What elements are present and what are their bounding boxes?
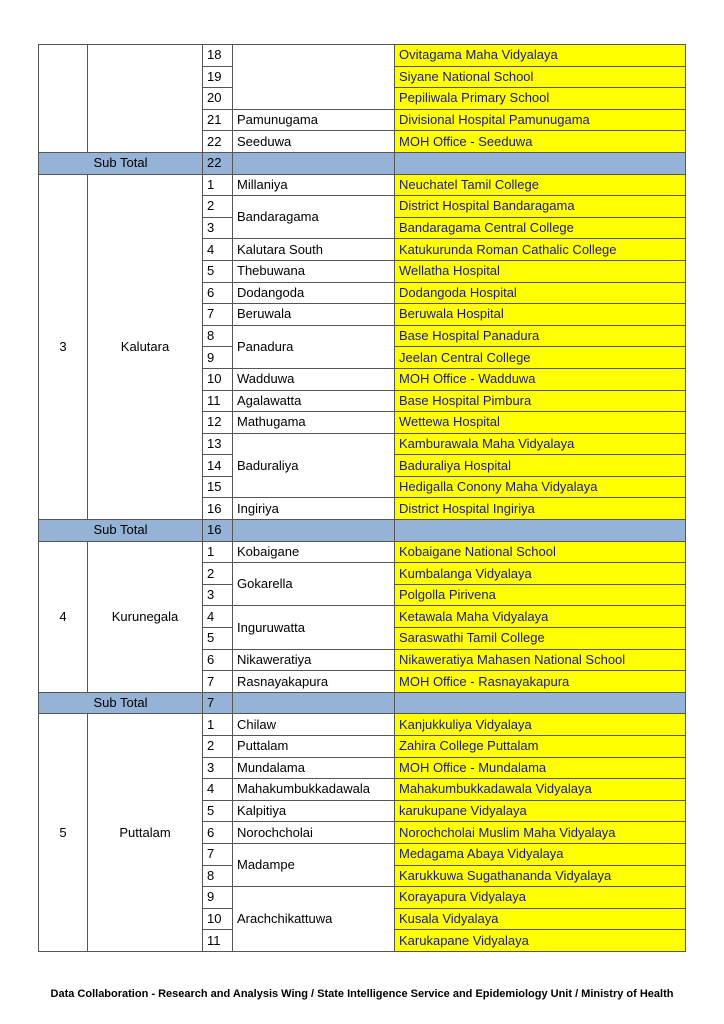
vaccination-center: Ovitagama Maha Vidyalaya <box>395 45 686 67</box>
district-name: Puttalam <box>88 714 203 952</box>
vaccination-center: Kumbalanga Vidyalaya <box>395 563 686 585</box>
row-index: 4 <box>203 606 233 628</box>
row-index: 7 <box>203 304 233 326</box>
vaccination-center: karukupane Vidyalaya <box>395 800 686 822</box>
row-index: 6 <box>203 282 233 304</box>
row-index: 5 <box>203 800 233 822</box>
row-index: 11 <box>203 390 233 412</box>
moh-area: Chilaw <box>233 714 395 736</box>
vaccination-center: Norochcholai Muslim Maha Vidyalaya <box>395 822 686 844</box>
row-index: 3 <box>203 217 233 239</box>
moh-area: Beruwala <box>233 304 395 326</box>
row-index: 9 <box>203 347 233 369</box>
moh-area: Kalutara South <box>233 239 395 261</box>
page-footer: Data Collaboration - Research and Analysis Wing / State Intelligence Service and Epidemiology Unit / Ministry of Health <box>50 988 674 1000</box>
vaccination-center: Beruwala Hospital <box>395 304 686 326</box>
district-number <box>39 45 88 153</box>
district-name: Kalutara <box>88 174 203 520</box>
vaccination-center: District Hospital Ingiriya <box>395 498 686 520</box>
moh-area: Nikaweratiya <box>233 649 395 671</box>
row-index: 4 <box>203 779 233 801</box>
vaccination-center: Wettewa Hospital <box>395 412 686 434</box>
subtotal-empty-cell <box>233 692 395 714</box>
vaccination-center: Pepiliwala Primary School <box>395 88 686 110</box>
row-index: 2 <box>203 736 233 758</box>
vaccination-center: Mahakumbukkadawala Vidyalaya <box>395 779 686 801</box>
row-index: 6 <box>203 649 233 671</box>
vaccination-center: Base Hospital Panadura <box>395 325 686 347</box>
moh-area: Arachchikattuwa <box>233 887 395 952</box>
moh-area: Gokarella <box>233 563 395 606</box>
vaccination-center: Baduraliya Hospital <box>395 455 686 477</box>
subtotal-empty-cell <box>395 692 686 714</box>
table-row <box>39 714 686 736</box>
district-name <box>88 45 203 153</box>
table-row <box>39 45 686 67</box>
district-number: 4 <box>39 541 88 692</box>
row-index: 22 <box>203 131 233 153</box>
row-index: 4 <box>203 239 233 261</box>
subtotal-label: Sub Total <box>39 152 203 174</box>
vaccination-center: Kobaigane National School <box>395 541 686 563</box>
moh-area: Baduraliya <box>233 433 395 498</box>
moh-area: Inguruwatta <box>233 606 395 649</box>
vaccination-center: Kamburawala Maha Vidyalaya <box>395 433 686 455</box>
row-index: 2 <box>203 196 233 218</box>
subtotal-empty-cell <box>395 520 686 542</box>
vaccination-center: Kanjukkuliya Vidyalaya <box>395 714 686 736</box>
row-index: 7 <box>203 843 233 865</box>
district-number: 3 <box>39 174 88 520</box>
vaccination-center: Karukkuwa Sugathananda Vidyalaya <box>395 865 686 887</box>
moh-area: Ingiriya <box>233 498 395 520</box>
vaccination-center: Karukapane Vidyalaya <box>395 930 686 952</box>
moh-area: Mathugama <box>233 412 395 434</box>
row-index: 6 <box>203 822 233 844</box>
district-name: Kurunegala <box>88 541 203 692</box>
vaccination-center: MOH Office - Seeduwa <box>395 131 686 153</box>
row-index: 8 <box>203 325 233 347</box>
row-index: 19 <box>203 66 233 88</box>
moh-area: Puttalam <box>233 736 395 758</box>
moh-area: Seeduwa <box>233 131 395 153</box>
row-index: 7 <box>203 671 233 693</box>
vaccination-center: Wellatha Hospital <box>395 260 686 282</box>
subtotal-empty-cell <box>233 152 395 174</box>
vaccination-center: Hedigalla Conony Maha Vidyalaya <box>395 476 686 498</box>
row-index: 1 <box>203 174 233 196</box>
vaccination-center: Siyane National School <box>395 66 686 88</box>
vaccination-center: Bandaragama Central College <box>395 217 686 239</box>
moh-area: Thebuwana <box>233 260 395 282</box>
row-index: 5 <box>203 260 233 282</box>
row-index: 10 <box>203 368 233 390</box>
vaccination-center: Dodangoda Hospital <box>395 282 686 304</box>
vaccination-center: Base Hospital Pimbura <box>395 390 686 412</box>
moh-area: Rasnayakapura <box>233 671 395 693</box>
moh-area: Agalawatta <box>233 390 395 412</box>
vaccination-center: Ketawala Maha Vidyalaya <box>395 606 686 628</box>
moh-area: Kobaigane <box>233 541 395 563</box>
row-index: 11 <box>203 930 233 952</box>
moh-area: Panadura <box>233 325 395 368</box>
moh-area: Mundalama <box>233 757 395 779</box>
table-row <box>39 174 686 196</box>
row-index: 1 <box>203 541 233 563</box>
row-index: 3 <box>203 584 233 606</box>
vaccination-center: MOH Office - Mundalama <box>395 757 686 779</box>
vaccination-center: Katukurunda Roman Cathalic College <box>395 239 686 261</box>
vaccination-center: Nikaweratiya Mahasen National School <box>395 649 686 671</box>
row-index: 8 <box>203 865 233 887</box>
row-index: 13 <box>203 433 233 455</box>
table-body <box>39 45 686 952</box>
moh-area: Kalpitiya <box>233 800 395 822</box>
row-index: 16 <box>203 498 233 520</box>
vaccination-center: Saraswathi Tamil College <box>395 628 686 650</box>
row-index: 1 <box>203 714 233 736</box>
vaccination-center: Medagama Abaya Vidyalaya <box>395 843 686 865</box>
row-index: 9 <box>203 887 233 909</box>
subtotal-value: 16 <box>203 520 233 542</box>
row-index: 5 <box>203 628 233 650</box>
vaccination-center: District Hospital Bandaragama <box>395 196 686 218</box>
moh-area: Madampe <box>233 843 395 886</box>
subtotal-label: Sub Total <box>39 520 203 542</box>
vaccination-center: MOH Office - Rasnayakapura <box>395 671 686 693</box>
row-index: 20 <box>203 88 233 110</box>
district-number: 5 <box>39 714 88 952</box>
subtotal-value: 7 <box>203 692 233 714</box>
moh-area <box>233 45 395 110</box>
moh-area: Wadduwa <box>233 368 395 390</box>
subtotal-empty-cell <box>233 520 395 542</box>
moh-area: Millaniya <box>233 174 395 196</box>
row-index: 18 <box>203 45 233 67</box>
row-index: 14 <box>203 455 233 477</box>
row-index: 15 <box>203 476 233 498</box>
moh-area: Mahakumbukkadawala <box>233 779 395 801</box>
subtotal-row <box>39 152 686 174</box>
subtotal-empty-cell <box>395 152 686 174</box>
vaccination-center: Divisional Hospital Pamunugama <box>395 109 686 131</box>
subtotal-label: Sub Total <box>39 692 203 714</box>
vaccination-center: Polgolla Pirivena <box>395 584 686 606</box>
row-index: 10 <box>203 908 233 930</box>
row-index: 12 <box>203 412 233 434</box>
moh-area: Pamunugama <box>233 109 395 131</box>
row-index: 3 <box>203 757 233 779</box>
moh-area: Dodangoda <box>233 282 395 304</box>
moh-area: Norochcholai <box>233 822 395 844</box>
vaccination-center: Jeelan Central College <box>395 347 686 369</box>
subtotal-value: 22 <box>203 152 233 174</box>
vaccination-centers-table <box>38 44 686 952</box>
vaccination-center: MOH Office - Wadduwa <box>395 368 686 390</box>
row-index: 2 <box>203 563 233 585</box>
subtotal-row <box>39 692 686 714</box>
vaccination-center: Neuchatel Tamil College <box>395 174 686 196</box>
subtotal-row <box>39 520 686 542</box>
table-row <box>39 541 686 563</box>
vaccination-center: Zahira College Puttalam <box>395 736 686 758</box>
moh-area: Bandaragama <box>233 196 395 239</box>
row-index: 21 <box>203 109 233 131</box>
vaccination-center: Kusala Vidyalaya <box>395 908 686 930</box>
vaccination-center: Korayapura Vidyalaya <box>395 887 686 909</box>
